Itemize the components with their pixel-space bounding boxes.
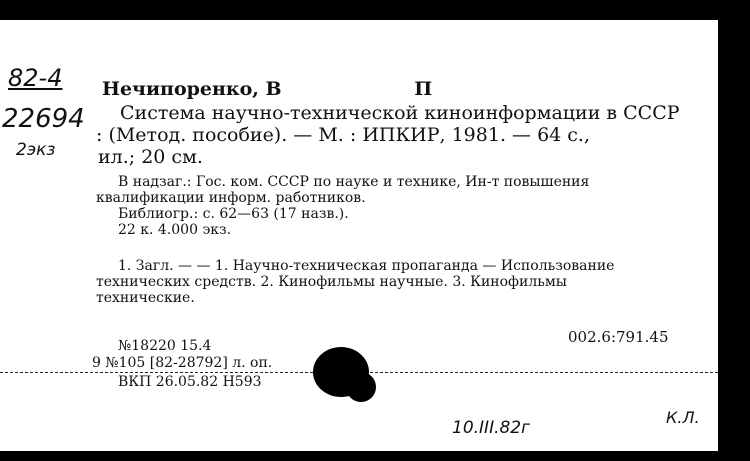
handwritten-initials: К.Л. bbox=[666, 408, 700, 427]
note-line: 22 к. 4.000 экз. bbox=[118, 222, 232, 238]
subject-line: технические. bbox=[96, 290, 195, 306]
author-name: Нечипоренко, В bbox=[102, 78, 282, 100]
footer-line: №18220 15.4 bbox=[118, 338, 212, 354]
handwritten-shelf-code: 82-4 bbox=[8, 64, 63, 92]
subject-line: технических средств. 2. Кинофильмы научные. 3. Кинофильмы bbox=[96, 274, 567, 290]
udc-code: 002.6:791.45 bbox=[568, 328, 669, 346]
title-line: : (Метод. пособие). — М. : ИПКИР, 1981. — 64 с., bbox=[96, 124, 590, 146]
author-second-letter: П bbox=[414, 78, 433, 100]
note-line: Библиогр.: с. 62—63 (17 назв.). bbox=[118, 206, 349, 222]
footer-line: ВКП 26.05.82 Н593 bbox=[118, 374, 262, 390]
ink-blot bbox=[346, 372, 376, 402]
author-heading bbox=[102, 78, 432, 100]
catalog-card bbox=[0, 20, 718, 451]
handwritten-bottom-note: 10.III.82г bbox=[452, 418, 531, 438]
title-line: Система научно-технической киноинформации в СССР bbox=[120, 102, 680, 124]
scan-border bbox=[718, 0, 750, 461]
note-line: В надзаг.: Гос. ком. СССР по науке и технике, Ин-т повышения bbox=[118, 174, 590, 190]
subject-line: 1. Загл. — — 1. Научно-техническая пропаганда — Использование bbox=[118, 258, 615, 274]
handwritten-copies-note: 2экз bbox=[16, 140, 56, 160]
title-line: ил.; 20 см. bbox=[98, 146, 203, 168]
note-line: квалификации информ. работников. bbox=[96, 190, 366, 206]
footer-line: 9 №105 [82-28792] л. оп. bbox=[92, 355, 273, 371]
handwritten-inv-number: 22694 bbox=[2, 104, 85, 134]
